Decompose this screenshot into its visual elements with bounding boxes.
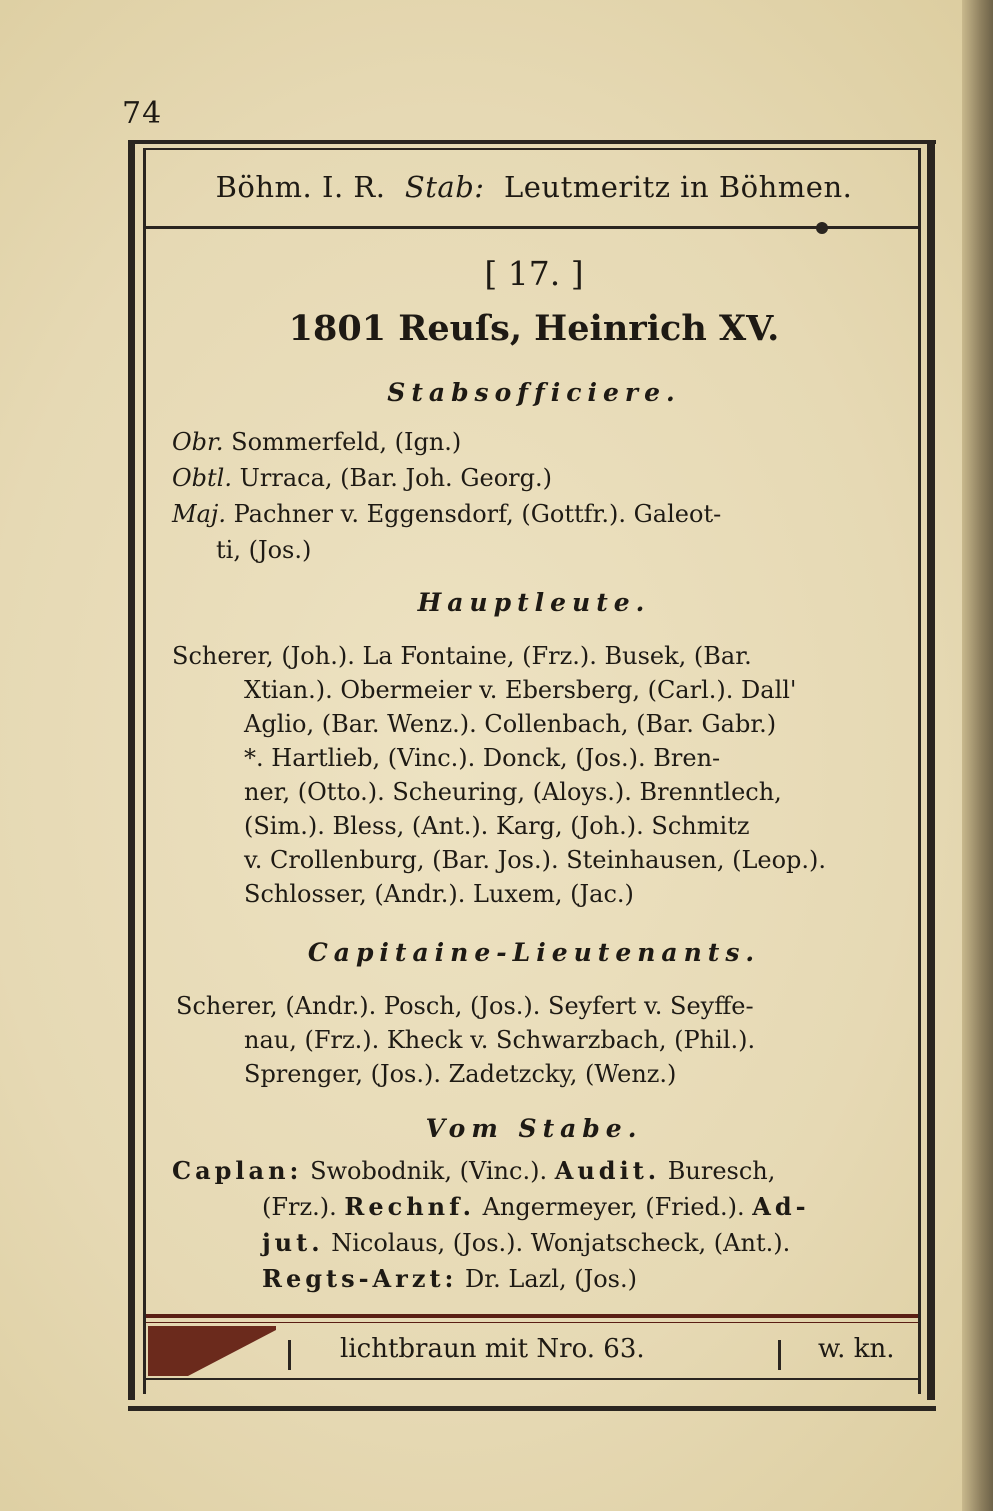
section-vom-stabe: Vom Stabe.	[425, 1114, 643, 1143]
header-rule-dot	[816, 222, 828, 234]
frame-left-border	[128, 142, 135, 1400]
footer-separator	[288, 1340, 291, 1370]
stabe-label: Rechnf.	[344, 1192, 475, 1221]
officer-rank: Obr.	[172, 428, 224, 456]
officer-line	[172, 464, 552, 492]
section-capitaine-lieutenants: Capitaine-Lieutenants.	[307, 938, 761, 967]
uniform-color: lichtbraun mit Nro. 63.	[340, 1334, 645, 1364]
stabe-text: Buresch,	[667, 1157, 776, 1185]
capitaine-line: Scherer, (Andr.). Posch, (Jos.). Seyfert v. Seyffe-	[176, 992, 754, 1020]
footer-separator	[778, 1340, 781, 1370]
officer-rank: Obtl.	[172, 464, 232, 492]
frame-top-inner-border	[143, 148, 921, 150]
header-rule	[146, 226, 918, 229]
stabe-label: Regts-Arzt:	[262, 1264, 458, 1293]
book-spine	[962, 0, 993, 1511]
header-stab: Stab	[404, 170, 475, 204]
header-location: Leutmeritz in Böhmen.	[503, 170, 853, 204]
regiment-number: [ 17. ]	[484, 254, 584, 293]
header-unit: Böhm. I. R.	[215, 170, 386, 204]
officer-line	[172, 500, 721, 528]
stabe-label: Audit.	[554, 1156, 661, 1185]
stabe-line	[262, 1228, 790, 1257]
stabe-line	[172, 1156, 775, 1185]
frame-left-inner-border	[143, 148, 146, 1394]
stabe-line	[262, 1264, 637, 1293]
hauptleute-line: *. Hartlieb, (Vinc.). Donck, (Jos.). Bren-	[244, 744, 721, 772]
regiment-title: 1801 Reuſs, Heinrich XV.	[288, 308, 780, 349]
officer-text: Urraca, (Bar. Joh. Georg.)	[239, 464, 552, 492]
officer-text: Sommerfeld, (Ign.)	[231, 428, 462, 456]
stabe-text: (Frz.).	[262, 1193, 337, 1221]
regiment-header	[150, 170, 918, 204]
hauptleute-line: Xtian.). Obermeier v. Ebersberg, (Carl.). Dall'	[244, 676, 797, 704]
stabe-text: Dr. Lazl, (Jos.)	[465, 1265, 637, 1293]
stabe-text: Swobodnik, (Vinc.).	[310, 1157, 548, 1185]
frame-right-inner-border	[918, 148, 921, 1394]
footer-rule-thin	[146, 1322, 918, 1323]
color-swatch	[148, 1326, 276, 1376]
hauptleute-line: v. Crollenburg, (Bar. Jos.). Steinhausen, (Leop.).	[244, 846, 827, 874]
officer-text: Pachner v. Eggensdorf, (Gottfr.). Galeot-	[233, 500, 722, 528]
frame-right-border	[927, 142, 935, 1400]
officer-line	[216, 536, 311, 564]
stabe-line	[262, 1192, 810, 1221]
footer-bottom-rule	[146, 1378, 918, 1380]
header-colon: :	[474, 170, 485, 204]
hauptleute-line: Aglio, (Bar. Wenz.). Collenbach, (Bar. Gabr.)	[244, 710, 777, 738]
stabe-label: jut.	[262, 1228, 324, 1257]
officer-rank: Maj.	[172, 500, 226, 528]
officer-line	[172, 428, 461, 456]
stabe-text: Nicolaus, (Jos.). Wonjatscheck, (Ant.).	[331, 1229, 791, 1257]
hauptleute-line: ner, (Otto.). Scheuring, (Aloys.). Brenntlech,	[244, 778, 782, 806]
officer-text: ti, (Jos.)	[216, 536, 312, 564]
stabe-text: Angermeyer, (Fried.).	[482, 1193, 745, 1221]
capitaine-line: Sprenger, (Jos.). Zadetzcky, (Wenz.)	[244, 1060, 677, 1088]
hauptleute-line: Schlosser, (Andr.). Luxem, (Jac.)	[244, 880, 634, 908]
hauptleute-line: (Sim.). Bless, (Ant.). Karg, (Joh.). Schmitz	[244, 812, 750, 840]
stabe-label: Caplan:	[172, 1156, 303, 1185]
section-stabsofficiere: Stabsofficiere.	[387, 378, 681, 407]
section-hauptleute: Hauptleute.	[417, 588, 651, 617]
stabe-label: Ad-	[752, 1192, 810, 1221]
button-type: w. kn.	[818, 1334, 895, 1364]
page-number: 74	[122, 96, 163, 131]
footer-rule	[146, 1314, 918, 1318]
capitaine-line: nau, (Frz.). Kheck v. Schwarzbach, (Phil.).	[244, 1026, 756, 1054]
hauptleute-line: Scherer, (Joh.). La Fontaine, (Frz.). Busek, (Bar.	[172, 642, 752, 670]
